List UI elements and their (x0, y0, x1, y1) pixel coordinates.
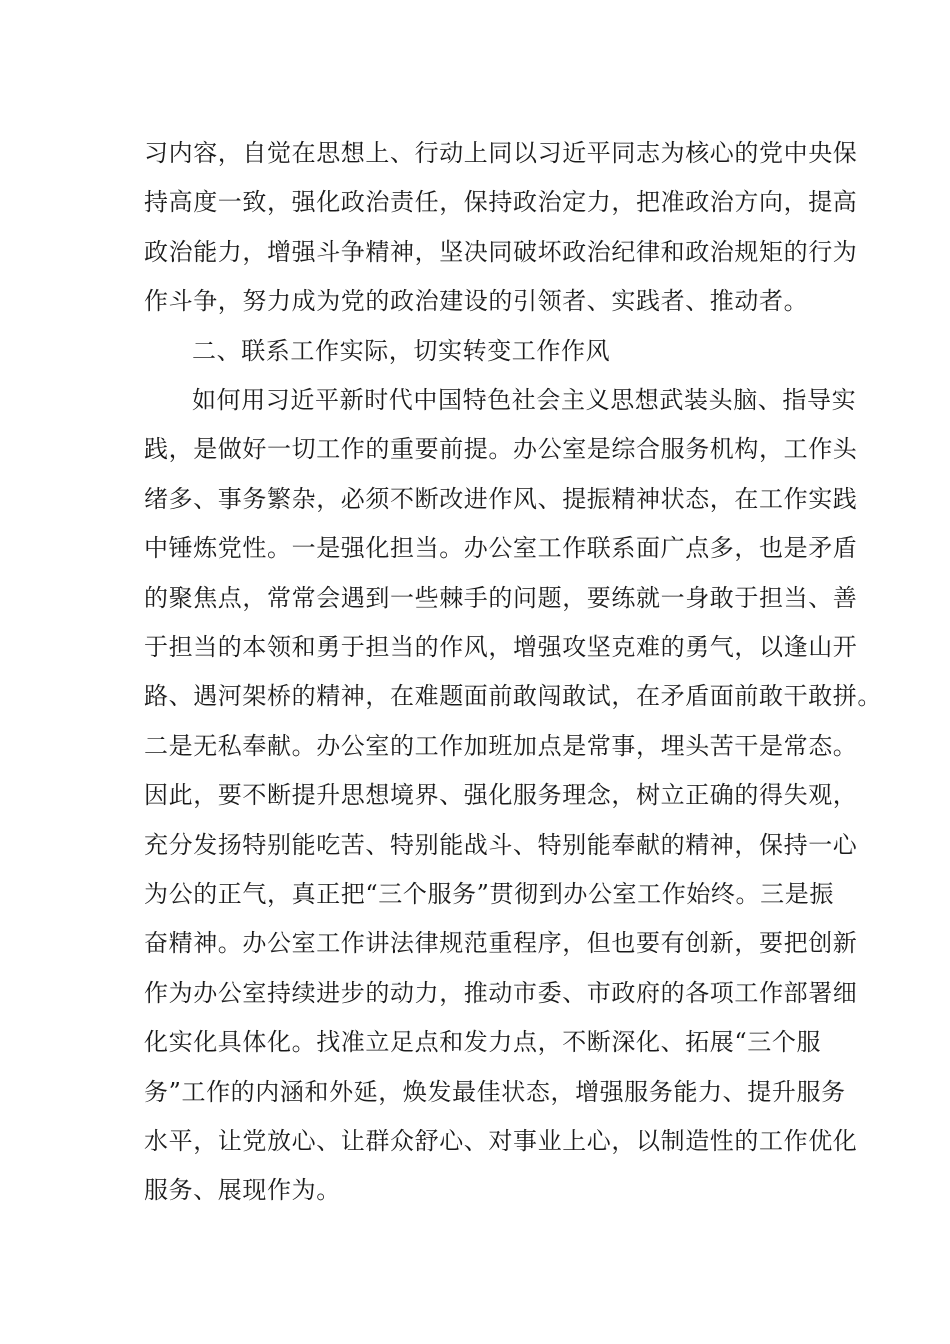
body-text-line: 绪多、事务繁杂，必须不断改进作风、提振精神状态，在工作实践 (144, 485, 858, 513)
body-text-line: 持高度一致，强化政治责任，保持政治定力，把准政治方向，提高 (144, 188, 858, 216)
body-text-line: 践，是做好一切工作的重要前提。办公室是综合服务机构，工作头 (144, 435, 858, 463)
body-text-line: 服务、展现作为。 (144, 1176, 341, 1204)
body-text-line: 奋精神。办公室工作讲法律规范重程序，但也要有创新，要把创新 (144, 929, 858, 957)
body-text-line: 路、遇河架桥的精神，在难题面前敢闯敢试，在矛盾面前敢干敢拼。 (144, 682, 882, 710)
body-text-line: 因此，要不断提升思想境界、强化服务理念，树立正确的得失观， (144, 781, 858, 809)
body-text-line: 作为办公室持续进步的动力，推动市委、市政府的各项工作部署细 (144, 979, 858, 1007)
body-text-line: 务”工作的内涵和外延，焕发最佳状态，增强服务能力、提升服务 (144, 1078, 846, 1106)
body-text-line: 的聚焦点，常常会遇到一些棘手的问题，要练就一身敢于担当、善 (144, 584, 858, 612)
body-text-line: 二是无私奉献。办公室的工作加班加点是常事，埋头苦干是常态。 (144, 732, 858, 760)
body-text-line: 作斗争，努力成为党的政治建设的引领者、实践者、推动者。 (144, 287, 809, 315)
body-text-line: 习内容，自觉在思想上、行动上同以习近平同志为核心的党中央保 (144, 139, 858, 167)
body-text-line: 政治能力，增强斗争精神，坚决同破坏政治纪律和政治规矩的行为 (144, 238, 858, 266)
body-text-line: 充分发扬特别能吃苦、特别能战斗、特别能奉献的精神，保持一心 (144, 831, 858, 859)
body-text-line: 为公的正气，真正把“三个服务”贯彻到办公室工作始终。三是振 (144, 880, 834, 908)
body-text-line: 中锤炼党性。一是强化担当。办公室工作联系面广点多，也是矛盾 (144, 534, 858, 562)
body-text-line: 于担当的本领和勇于担当的作风，增强攻坚克难的勇气，以逢山开 (144, 633, 858, 661)
body-text-line: 化实化具体化。找准立足点和发力点，不断深化、拓展“三个服 (144, 1028, 822, 1056)
section-heading: 二、联系工作实际，切实转变工作作风 (192, 337, 611, 365)
body-text-line: 水平，让党放心、让群众舒心、对事业上心，以制造性的工作优化 (144, 1127, 858, 1155)
body-text-line: 如何用习近平新时代中国特色社会主义思想武装头脑、指导实 (192, 386, 857, 414)
